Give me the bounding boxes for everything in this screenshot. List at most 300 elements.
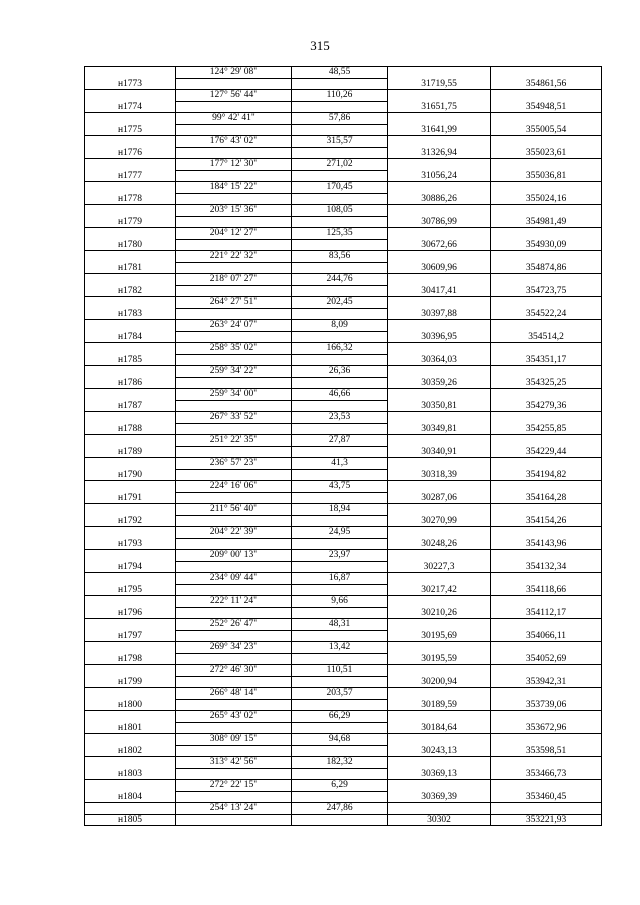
point-id-cell: [85, 205, 176, 217]
y-cell: 354118,66: [491, 584, 602, 596]
x-cell: 30672,66: [388, 239, 491, 251]
angle-cell: [176, 607, 292, 619]
angle-cell: 272° 46' 30": [176, 665, 292, 677]
y-cell: [491, 343, 602, 355]
length-cell: 48,55: [292, 67, 388, 79]
coordinates-table: [84, 66, 602, 826]
point-id-cell: [85, 596, 176, 608]
length-cell: 26,36: [292, 366, 388, 378]
length-cell: [292, 722, 388, 734]
length-cell: [292, 400, 388, 412]
segment-row: [85, 688, 602, 700]
angle-cell: [176, 814, 292, 826]
point-id-cell: н1777: [85, 170, 176, 182]
angle-cell: [176, 768, 292, 780]
point-id-cell: н1802: [85, 745, 176, 757]
x-cell: 30200,94: [388, 676, 491, 688]
x-cell: 31719,55: [388, 78, 491, 90]
segment-row: [85, 90, 602, 102]
x-cell: 31641,99: [388, 124, 491, 136]
length-cell: [292, 101, 388, 113]
x-cell: 30886,26: [388, 193, 491, 205]
y-cell: [491, 67, 602, 79]
angle-cell: 263° 24' 07": [176, 320, 292, 332]
point-id-cell: н1797: [85, 630, 176, 642]
length-cell: 110,26: [292, 90, 388, 102]
segment-row: [85, 251, 602, 263]
segment-row: [85, 757, 602, 769]
point-id-cell: н1805: [85, 814, 176, 826]
y-cell: [491, 297, 602, 309]
point-id-cell: н1804: [85, 791, 176, 803]
length-cell: 202,45: [292, 297, 388, 309]
point-row: [85, 124, 602, 136]
point-id-cell: [85, 573, 176, 585]
angle-cell: 204° 22' 39": [176, 527, 292, 539]
angle-cell: 177° 12' 30": [176, 159, 292, 171]
point-row: [85, 193, 602, 205]
length-cell: [292, 676, 388, 688]
angle-cell: [176, 515, 292, 527]
x-cell: 30227,3: [388, 561, 491, 573]
y-cell: [491, 665, 602, 677]
x-cell: 30195,59: [388, 653, 491, 665]
x-cell: [388, 458, 491, 470]
point-id-cell: [85, 665, 176, 677]
length-cell: [292, 216, 388, 228]
angle-cell: [176, 469, 292, 481]
point-id-cell: н1801: [85, 722, 176, 734]
x-cell: [388, 527, 491, 539]
point-row: [85, 400, 602, 412]
angle-cell: 211° 56' 40": [176, 504, 292, 516]
length-cell: [292, 78, 388, 90]
y-cell: 354143,96: [491, 538, 602, 550]
x-cell: [388, 573, 491, 585]
point-id-cell: [85, 481, 176, 493]
point-row: [85, 561, 602, 573]
segment-row: [85, 67, 602, 79]
length-cell: 23,97: [292, 550, 388, 562]
x-cell: [388, 67, 491, 79]
page-number: 315: [310, 38, 330, 53]
segment-row: [85, 136, 602, 148]
point-row: [85, 446, 602, 458]
point-id-cell: [85, 90, 176, 102]
x-cell: [388, 366, 491, 378]
length-cell: 66,29: [292, 711, 388, 723]
point-row: [85, 331, 602, 343]
segment-row: [85, 619, 602, 631]
point-row: [85, 699, 602, 711]
point-id-cell: [85, 688, 176, 700]
angle-cell: 272° 22' 15": [176, 780, 292, 792]
y-cell: [491, 458, 602, 470]
angle-cell: 308° 09' 15": [176, 734, 292, 746]
y-cell: 355023,61: [491, 147, 602, 159]
angle-cell: 269° 34' 23": [176, 642, 292, 654]
length-cell: [292, 538, 388, 550]
x-cell: [388, 619, 491, 631]
x-cell: 30364,03: [388, 354, 491, 366]
x-cell: [388, 343, 491, 355]
segment-row: [85, 527, 602, 539]
point-row: [85, 653, 602, 665]
segment-row: [85, 274, 602, 286]
angle-cell: [176, 584, 292, 596]
y-cell: 354194,82: [491, 469, 602, 481]
point-row: [85, 607, 602, 619]
angle-cell: 184° 15' 22": [176, 182, 292, 194]
point-row: [85, 814, 602, 826]
y-cell: 354522,24: [491, 308, 602, 320]
length-cell: [292, 308, 388, 320]
y-cell: 354514,2: [491, 331, 602, 343]
length-cell: [292, 423, 388, 435]
length-cell: [292, 814, 388, 826]
y-cell: [491, 550, 602, 562]
y-cell: 353942,31: [491, 676, 602, 688]
point-id-cell: н1781: [85, 262, 176, 274]
point-id-cell: [85, 389, 176, 401]
y-cell: 353466,73: [491, 768, 602, 780]
y-cell: [491, 504, 602, 516]
x-cell: [388, 803, 491, 815]
length-cell: [292, 377, 388, 389]
point-id-cell: н1779: [85, 216, 176, 228]
length-cell: [292, 791, 388, 803]
point-row: [85, 492, 602, 504]
point-row: [85, 584, 602, 596]
point-row: [85, 423, 602, 435]
x-cell: [388, 159, 491, 171]
angle-cell: [176, 78, 292, 90]
segment-row: [85, 504, 602, 516]
y-cell: 353739,06: [491, 699, 602, 711]
length-cell: 48,31: [292, 619, 388, 631]
point-id-cell: н1784: [85, 331, 176, 343]
point-row: [85, 308, 602, 320]
point-id-cell: н1794: [85, 561, 176, 573]
x-cell: 30609,96: [388, 262, 491, 274]
angle-cell: 124° 29' 08": [176, 67, 292, 79]
x-cell: 30340,91: [388, 446, 491, 458]
length-cell: 46,66: [292, 389, 388, 401]
length-cell: [292, 239, 388, 251]
point-id-cell: [85, 228, 176, 240]
y-cell: 354255,85: [491, 423, 602, 435]
y-cell: 353598,51: [491, 745, 602, 757]
x-cell: [388, 297, 491, 309]
angle-cell: 209° 00' 13": [176, 550, 292, 562]
x-cell: 30217,42: [388, 584, 491, 596]
x-cell: [388, 251, 491, 263]
y-cell: 354066,11: [491, 630, 602, 642]
point-id-cell: [85, 343, 176, 355]
y-cell: [491, 435, 602, 447]
x-cell: [388, 504, 491, 516]
point-id-cell: [85, 136, 176, 148]
x-cell: 30786,99: [388, 216, 491, 228]
y-cell: [491, 596, 602, 608]
length-cell: [292, 584, 388, 596]
point-row: [85, 676, 602, 688]
segment-row: [85, 550, 602, 562]
point-id-cell: [85, 527, 176, 539]
point-id-cell: н1790: [85, 469, 176, 481]
point-id-cell: [85, 113, 176, 125]
segment-row: [85, 458, 602, 470]
length-cell: [292, 699, 388, 711]
x-cell: [388, 182, 491, 194]
segment-row: [85, 182, 602, 194]
point-id-cell: [85, 803, 176, 815]
angle-cell: [176, 285, 292, 297]
point-row: [85, 170, 602, 182]
angle-cell: 259° 34' 00": [176, 389, 292, 401]
y-cell: [491, 757, 602, 769]
x-cell: [388, 757, 491, 769]
point-row: [85, 515, 602, 527]
length-cell: 57,86: [292, 113, 388, 125]
segment-row: [85, 573, 602, 585]
point-row: [85, 377, 602, 389]
length-cell: 271,02: [292, 159, 388, 171]
length-cell: [292, 193, 388, 205]
angle-cell: [176, 446, 292, 458]
y-cell: [491, 389, 602, 401]
segment-row: [85, 435, 602, 447]
angle-cell: [176, 400, 292, 412]
angle-cell: [176, 561, 292, 573]
angle-cell: 259° 34' 22": [176, 366, 292, 378]
x-cell: 30195,69: [388, 630, 491, 642]
length-cell: 6,29: [292, 780, 388, 792]
segment-row: [85, 642, 602, 654]
angle-cell: 258° 35' 02": [176, 343, 292, 355]
point-row: [85, 722, 602, 734]
y-cell: 355036,81: [491, 170, 602, 182]
angle-cell: [176, 193, 292, 205]
length-cell: 13,42: [292, 642, 388, 654]
angle-cell: [176, 722, 292, 734]
segment-row: [85, 481, 602, 493]
length-cell: [292, 285, 388, 297]
angle-cell: 267° 33' 52": [176, 412, 292, 424]
y-cell: 353460,45: [491, 791, 602, 803]
length-cell: 18,94: [292, 504, 388, 516]
length-cell: 16,87: [292, 573, 388, 585]
length-cell: [292, 331, 388, 343]
y-cell: [491, 320, 602, 332]
point-row: [85, 285, 602, 297]
x-cell: [388, 688, 491, 700]
length-cell: 125,35: [292, 228, 388, 240]
point-id-cell: [85, 67, 176, 79]
segment-row: [85, 596, 602, 608]
x-cell: [388, 113, 491, 125]
segment-row: [85, 803, 602, 815]
point-id-cell: н1783: [85, 308, 176, 320]
y-cell: [491, 803, 602, 815]
segment-row: [85, 228, 602, 240]
length-cell: 315,57: [292, 136, 388, 148]
length-cell: 27,87: [292, 435, 388, 447]
angle-cell: [176, 216, 292, 228]
angle-cell: 127° 56' 44": [176, 90, 292, 102]
point-row: [85, 216, 602, 228]
point-id-cell: н1785: [85, 354, 176, 366]
point-id-cell: н1798: [85, 653, 176, 665]
length-cell: 247,86: [292, 803, 388, 815]
angle-cell: [176, 147, 292, 159]
length-cell: [292, 446, 388, 458]
point-id-cell: [85, 366, 176, 378]
angle-cell: 221° 22' 32": [176, 251, 292, 263]
length-cell: 244,76: [292, 274, 388, 286]
length-cell: 108,05: [292, 205, 388, 217]
y-cell: 354112,17: [491, 607, 602, 619]
angle-cell: 265° 43' 02": [176, 711, 292, 723]
point-id-cell: н1780: [85, 239, 176, 251]
y-cell: 354948,51: [491, 101, 602, 113]
length-cell: [292, 768, 388, 780]
x-cell: 31056,24: [388, 170, 491, 182]
point-id-cell: н1791: [85, 492, 176, 504]
x-cell: 30302: [388, 814, 491, 826]
segment-row: [85, 366, 602, 378]
segment-row: [85, 412, 602, 424]
x-cell: [388, 90, 491, 102]
point-row: [85, 768, 602, 780]
length-cell: 23,53: [292, 412, 388, 424]
y-cell: [491, 527, 602, 539]
point-id-cell: н1795: [85, 584, 176, 596]
y-cell: [491, 734, 602, 746]
angle-cell: [176, 699, 292, 711]
angle-cell: [176, 653, 292, 665]
angle-cell: 234° 09' 44": [176, 573, 292, 585]
point-id-cell: [85, 412, 176, 424]
y-cell: 355005,54: [491, 124, 602, 136]
y-cell: [491, 251, 602, 263]
point-id-cell: н1789: [85, 446, 176, 458]
y-cell: 354229,44: [491, 446, 602, 458]
point-id-cell: [85, 182, 176, 194]
point-row: [85, 630, 602, 642]
length-cell: [292, 354, 388, 366]
point-id-cell: н1796: [85, 607, 176, 619]
y-cell: 354154,26: [491, 515, 602, 527]
angle-cell: 264° 27' 51": [176, 297, 292, 309]
x-cell: 30318,39: [388, 469, 491, 481]
length-cell: [292, 745, 388, 757]
y-cell: 354052,69: [491, 653, 602, 665]
x-cell: [388, 596, 491, 608]
x-cell: 30184,64: [388, 722, 491, 734]
angle-cell: [176, 354, 292, 366]
x-cell: 30350,81: [388, 400, 491, 412]
point-id-cell: н1793: [85, 538, 176, 550]
y-cell: 354874,86: [491, 262, 602, 274]
point-row: [85, 791, 602, 803]
y-cell: 354930,09: [491, 239, 602, 251]
length-cell: 9,66: [292, 596, 388, 608]
point-id-cell: н1775: [85, 124, 176, 136]
angle-cell: 203° 15' 36": [176, 205, 292, 217]
angle-cell: [176, 101, 292, 113]
y-cell: [491, 90, 602, 102]
y-cell: [491, 366, 602, 378]
segment-row: [85, 297, 602, 309]
x-cell: 30287,06: [388, 492, 491, 504]
y-cell: [491, 688, 602, 700]
length-cell: [292, 561, 388, 573]
angle-cell: 254° 13' 24": [176, 803, 292, 815]
angle-cell: [176, 331, 292, 343]
angle-cell: 313° 42' 56": [176, 757, 292, 769]
length-cell: [292, 630, 388, 642]
angle-cell: [176, 124, 292, 136]
point-id-cell: н1792: [85, 515, 176, 527]
point-id-cell: [85, 274, 176, 286]
point-id-cell: н1778: [85, 193, 176, 205]
angle-cell: [176, 308, 292, 320]
y-cell: [491, 573, 602, 585]
angle-cell: 224° 16' 06": [176, 481, 292, 493]
x-cell: [388, 734, 491, 746]
point-id-cell: [85, 619, 176, 631]
point-row: [85, 354, 602, 366]
x-cell: [388, 711, 491, 723]
x-cell: [388, 642, 491, 654]
angle-cell: [176, 377, 292, 389]
length-cell: [292, 492, 388, 504]
y-cell: 353221,93: [491, 814, 602, 826]
angle-cell: [176, 492, 292, 504]
segment-row: [85, 389, 602, 401]
point-id-cell: [85, 504, 176, 516]
x-cell: [388, 665, 491, 677]
x-cell: [388, 228, 491, 240]
length-cell: 24,95: [292, 527, 388, 539]
angle-cell: 218° 07' 27": [176, 274, 292, 286]
angle-cell: [176, 745, 292, 757]
x-cell: 30369,13: [388, 768, 491, 780]
x-cell: 30397,88: [388, 308, 491, 320]
x-cell: [388, 780, 491, 792]
length-cell: 94,68: [292, 734, 388, 746]
length-cell: 8,09: [292, 320, 388, 332]
x-cell: [388, 435, 491, 447]
length-cell: [292, 515, 388, 527]
x-cell: 30396,95: [388, 331, 491, 343]
segment-row: [85, 320, 602, 332]
point-id-cell: [85, 159, 176, 171]
x-cell: 30189,59: [388, 699, 491, 711]
point-row: [85, 147, 602, 159]
length-cell: [292, 262, 388, 274]
point-id-cell: н1774: [85, 101, 176, 113]
y-cell: [491, 228, 602, 240]
y-cell: [491, 205, 602, 217]
segment-row: [85, 113, 602, 125]
point-id-cell: [85, 320, 176, 332]
angle-cell: [176, 423, 292, 435]
point-row: [85, 239, 602, 251]
segment-row: [85, 159, 602, 171]
angle-cell: 266° 48' 14": [176, 688, 292, 700]
